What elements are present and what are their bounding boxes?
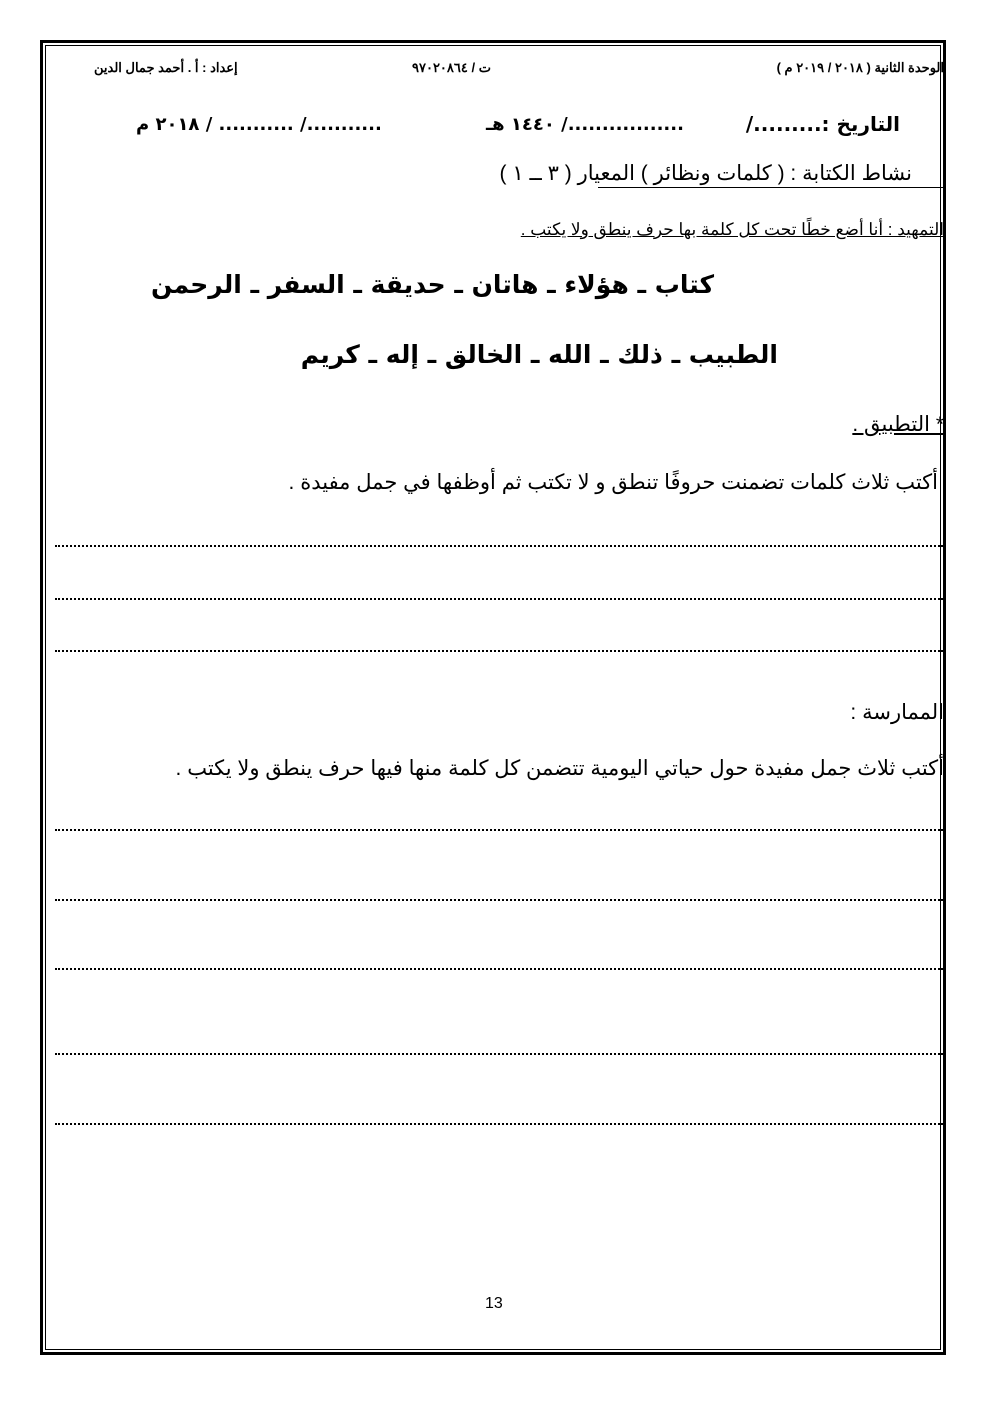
application-heading: * التطبيق .	[852, 413, 944, 436]
date-hijri: ................./ ١٤٤٠ هـ	[486, 114, 684, 135]
practice-heading: الممارسة :	[850, 701, 944, 724]
activity-title: نشاط الكتابة : ( كلمات ونظائر ) المعيار ( ٣ ــ ١ )	[499, 162, 912, 185]
answer-line[interactable]	[55, 650, 943, 652]
answer-line[interactable]	[55, 1053, 943, 1055]
answer-line[interactable]	[55, 545, 943, 547]
activity-title-underline	[598, 187, 943, 188]
answer-line[interactable]	[55, 829, 943, 831]
answer-line[interactable]	[55, 598, 943, 600]
header-author: إعداد : أ . أحمد جمال الدين	[94, 60, 238, 75]
answer-line[interactable]	[55, 899, 943, 901]
word-list-1: كتاب ـ هؤلاء ـ هاتان ـ حديقة ـ السفر ـ الرحمن	[151, 270, 714, 299]
page-number: 13	[485, 1295, 503, 1312]
word-list-2: الطبيب ـ ذلك ـ الله ـ الخالق ـ إله ـ كريم	[300, 340, 778, 369]
date-label: التاريخ :........./	[745, 112, 900, 136]
header-unit: الوحدة الثانية ( ٢٠١٨ / ٢٠١٩ م )	[776, 60, 944, 75]
application-instruction: أكتب ثلاث كلمات تضمنت حروفًا تنطق و لا تكتب ثم أوظفها في جمل مفيدة .	[288, 471, 938, 494]
intro-text: التمهيد : أنا أضع خطًا تحت كل كلمة بها حرف ينطق ولا يكتب .	[520, 220, 944, 239]
page-border-inner	[45, 45, 941, 1350]
practice-instruction: أكتب ثلاث جمل مفيدة حول حياتي اليومية تتضمن كل كلمة منها فيها حرف ينطق ولا يكتب .	[175, 757, 944, 780]
answer-line[interactable]	[55, 1123, 943, 1125]
answer-line[interactable]	[55, 968, 943, 970]
header-phone: ت / ٩٧٠٢٠٨٦٤	[412, 60, 491, 75]
date-gregorian: .........../ ........... / ٢٠١٨ م	[136, 114, 382, 135]
